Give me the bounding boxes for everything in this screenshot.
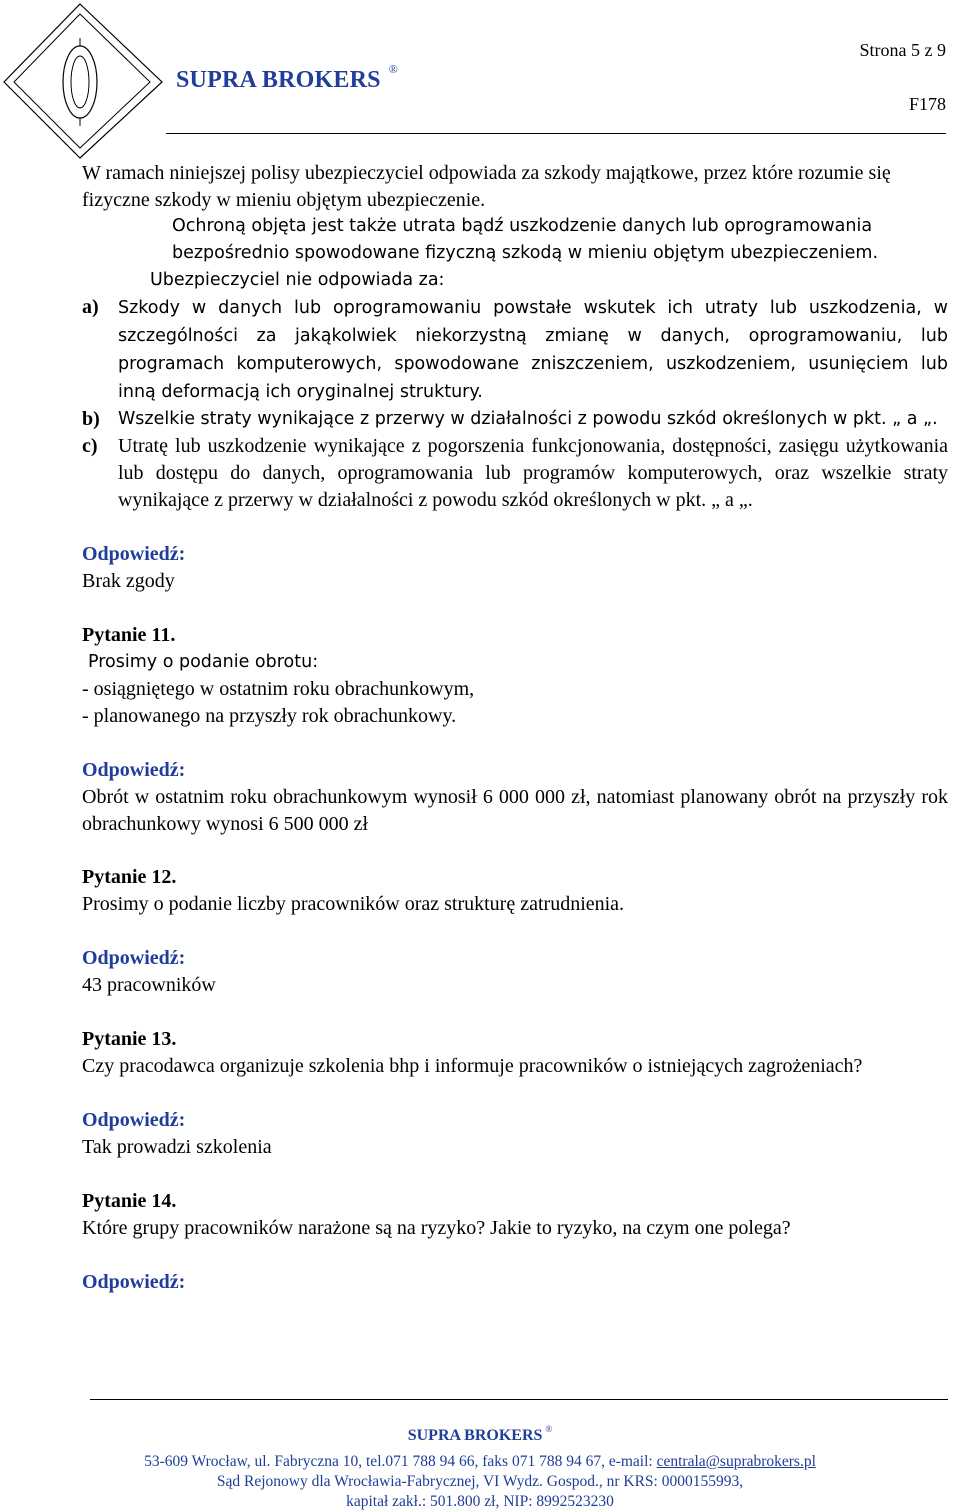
question-line: - osiągniętego w ostatnim roku obrachunkowym, xyxy=(82,678,475,700)
intro-paragraph-2: Ochroną objęta jest także utrata bądź uszkodzenie danych lub oprogramowania bezpośrednio spowodowane fizyczną szkodą w mieniu objętym ubezpieczeniem. xyxy=(172,216,879,263)
question-heading: Pytanie 11. xyxy=(82,624,176,646)
answer-heading: Odpowiedź: xyxy=(82,947,186,969)
page-number: Strona 5 z 9 xyxy=(859,40,946,60)
exclusion-item-a xyxy=(82,294,948,406)
document-body xyxy=(82,160,948,1296)
footer-court: Sąd Rejonowy dla Wrocławia-Fabrycznej, VI Wydz. Gospod., nr KRS: 0000155993, xyxy=(216,1473,744,1490)
page-footer xyxy=(0,1418,960,1512)
exclusion-item-c xyxy=(82,433,948,514)
header-brand: SUPRA BROKERS ® xyxy=(176,62,398,93)
answer-heading: Odpowiedź: xyxy=(82,759,186,781)
item-text: Utratę lub uszkodzenie wynikające z pogorszenia funkcjonowania, dostępności, zasięgu użytkowania lub dostępu do danych, oprogramowania lub programów komputerowych, oraz wszelkie straty wynikające z przerwy w działalności z powodu szkód określonych w pkt. „ a „. xyxy=(118,435,948,511)
exclusion-item-b xyxy=(82,406,948,433)
item-text: Szkody w danych lub oprogramowaniu powstałe wskutek ich utraty lub uszkodzenia, w szczególności za jakąkolwiek niekorzystną zmianę w danych, oprogramowaniu, lub programach komputerowych, spowodowane zniszczeniem, uszkodzeniem, usunięciem lub inną deformacją ich oryginalnej struktury. xyxy=(118,298,948,402)
question-heading: Pytanie 13. xyxy=(82,1028,177,1050)
answer-heading: Odpowiedź: xyxy=(82,1109,186,1131)
question-line: - planowanego na przyszły rok obrachunkowy. xyxy=(82,705,457,727)
item-letter: a) xyxy=(82,296,99,318)
supra-brokers-logo-icon xyxy=(0,0,175,160)
footer-address: 53-609 Wrocław, ul. Fabryczna 10, tel.071 788 94 66, faks 071 788 94 67, e-mail: centrala@suprabrokers.pl xyxy=(144,1453,816,1470)
item-text: Wszelkie straty wynikające z przerwy w działalności z powodu szkód określonych w pkt. „ a „. xyxy=(118,409,938,429)
question-text: Prosimy o podanie obrotu: xyxy=(88,652,319,672)
answer-text: Brak zgody xyxy=(82,570,175,592)
question-heading: Pytanie 14. xyxy=(82,1190,177,1212)
answer-text: Tak prowadzi szkolenia xyxy=(82,1136,272,1158)
exclusions-lead: Ubezpieczyciel nie odpowiada za: xyxy=(150,270,445,290)
intro-paragraph-2-first xyxy=(82,213,948,267)
item-letter: b) xyxy=(82,408,100,430)
header-divider xyxy=(166,133,946,134)
question-text: Czy pracodawca organizuje szkolenia bhp i informuje pracowników o istniejących zagrożeniach? xyxy=(82,1055,863,1077)
footer-divider xyxy=(90,1399,948,1400)
question-text: Które grupy pracowników narażone są na ryzyko? Jakie to ryzyko, na czym one polega? xyxy=(82,1217,791,1239)
question-heading: Pytanie 12. xyxy=(82,866,177,888)
footer-capital: kapitał zakł.: 501.800 zł, NIP: 8992523230 xyxy=(346,1493,614,1510)
item-letter: c) xyxy=(82,435,98,457)
footer-brand: SUPRA BROKERS ® xyxy=(407,1424,553,1444)
document-code: F178 xyxy=(908,94,946,114)
answer-heading: Odpowiedź: xyxy=(82,1271,186,1293)
answer-heading: Odpowiedź: xyxy=(82,543,186,565)
answer-text: 43 pracowników xyxy=(82,974,216,996)
footer-email-link[interactable]: centrala@suprabrokers.pl xyxy=(656,1453,816,1470)
question-text: Prosimy o podanie liczby pracowników oraz strukturę zatrudnienia. xyxy=(82,893,625,915)
intro-paragraph-1: W ramach niniejszej polisy ubezpieczyciel odpowiada za szkody majątkowe, przez które rozumie się fizyczne szkody w mieniu objętym ubezpieczenie. xyxy=(82,162,891,211)
answer-text: Obrót w ostatnim roku obrachunkowym wynosił 6 000 000 zł, natomiast planowany obrót na przyszły rok obrachunkowy wynosi 6 500 000 zł xyxy=(82,786,948,835)
